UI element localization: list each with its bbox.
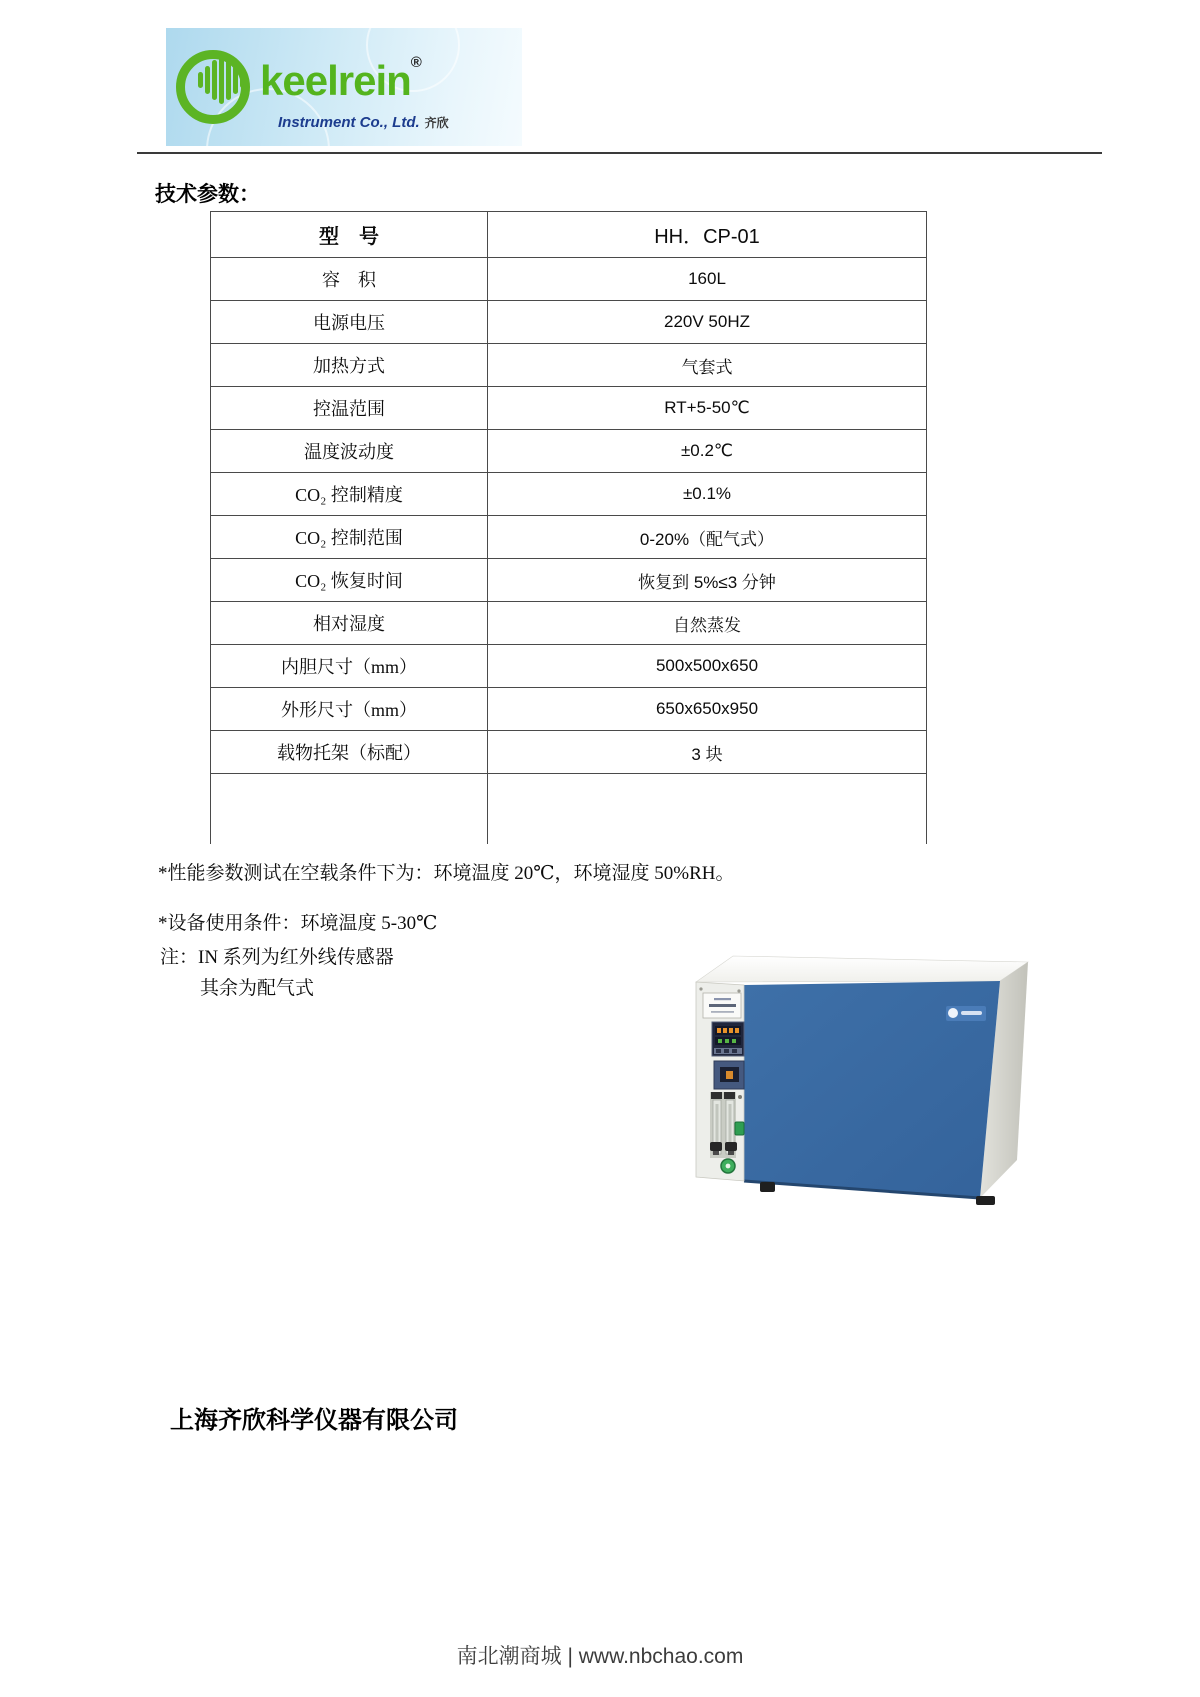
- footer-site-link: 南北潮商城 | www.nbchao.com: [456, 1645, 744, 1668]
- spec-value: 自然蒸发: [488, 602, 927, 645]
- spec-header-label: 型 号: [211, 212, 488, 258]
- incubator-top-panel: [696, 956, 1028, 982]
- panel-screw: [699, 987, 702, 990]
- panel-nameplate: [703, 993, 741, 1018]
- header-divider: [137, 152, 1102, 154]
- panel-screw: [738, 1095, 742, 1099]
- spec-label: 内胆尺寸（mm）: [211, 645, 488, 688]
- foot: [760, 1182, 775, 1192]
- table-row: [211, 344, 927, 387]
- door-brand-badge: [946, 1006, 986, 1021]
- section-title: 技术参数：: [155, 182, 260, 206]
- spec-value: 0-20%（配气式）: [488, 516, 927, 559]
- spec-value: ±0.2℃: [488, 430, 927, 473]
- table-row: [211, 602, 927, 645]
- secondary-display: [714, 1061, 744, 1089]
- company-name: 上海齐欣科学仪器有限公司: [170, 1408, 458, 1434]
- spec-header-value: HH．CP-01: [488, 212, 927, 258]
- table-row: [211, 688, 927, 731]
- note-conditions: *设备使用条件：环境温度 5-30℃: [158, 913, 438, 934]
- table-row: [211, 516, 927, 559]
- note-sensor: 注：IN 系列为红外线传感器: [160, 947, 394, 968]
- spec-value: 500x500x650: [488, 645, 927, 688]
- table-row: [211, 430, 927, 473]
- controller-display: [712, 1022, 744, 1056]
- spec-value: ±0.1%: [488, 473, 927, 516]
- spec-label: CO₂ 恢复时间: [211, 559, 488, 602]
- spec-value: [488, 774, 927, 845]
- spec-value: 220V 50HZ: [488, 301, 927, 344]
- table-row: [211, 473, 927, 516]
- table-row: [211, 258, 927, 301]
- spec-label: 容 积: [211, 258, 488, 301]
- table-row: [211, 774, 927, 845]
- spec-label: 相对湿度: [211, 602, 488, 645]
- spec-label: CO₂ 控制精度: [211, 473, 488, 516]
- gas-switch: [735, 1122, 744, 1135]
- spec-label: 电源电压: [211, 301, 488, 344]
- spec-value: 气套式: [488, 344, 927, 387]
- spec-value: 650x650x950: [488, 688, 927, 731]
- product-image: [640, 930, 1040, 1220]
- spec-label: CO₂ 控制范围: [211, 516, 488, 559]
- spec-label: 外形尺寸（mm）: [211, 688, 488, 731]
- table-row: [211, 645, 927, 688]
- spec-label: [211, 774, 488, 845]
- spec-value: 3 块: [488, 731, 927, 774]
- spec-table: [210, 211, 927, 844]
- table-row: [211, 731, 927, 774]
- table-row: [211, 387, 927, 430]
- company-logo: [166, 28, 522, 146]
- spec-label: 控温范围: [211, 387, 488, 430]
- spec-header-row: [211, 212, 927, 258]
- note-performance: *性能参数测试在空载条件下为：环境温度 20℃，环境湿度 50%RH。: [158, 863, 735, 884]
- spec-label: 加热方式: [211, 344, 488, 387]
- spec-table-body: [211, 258, 927, 845]
- spec-label: 温度波动度: [211, 430, 488, 473]
- logo-subtitle: Instrument Co., Ltd. 齐欣: [278, 114, 449, 131]
- panel-screw: [737, 989, 740, 992]
- spec-label: 载物托架（标配）: [211, 731, 488, 774]
- table-row: [211, 301, 927, 344]
- spec-value: 160L: [488, 258, 927, 301]
- spec-value: RT+5-50℃: [488, 387, 927, 430]
- table-row: [211, 559, 927, 602]
- note-gas-mix: 其余为配气式: [200, 978, 315, 999]
- registered-mark: ®: [410, 54, 422, 71]
- foot: [976, 1196, 995, 1205]
- spec-value: 恢复到 5%≤3 分钟: [488, 559, 927, 602]
- power-button: [721, 1159, 735, 1173]
- brand-name: keelrein®: [260, 54, 422, 104]
